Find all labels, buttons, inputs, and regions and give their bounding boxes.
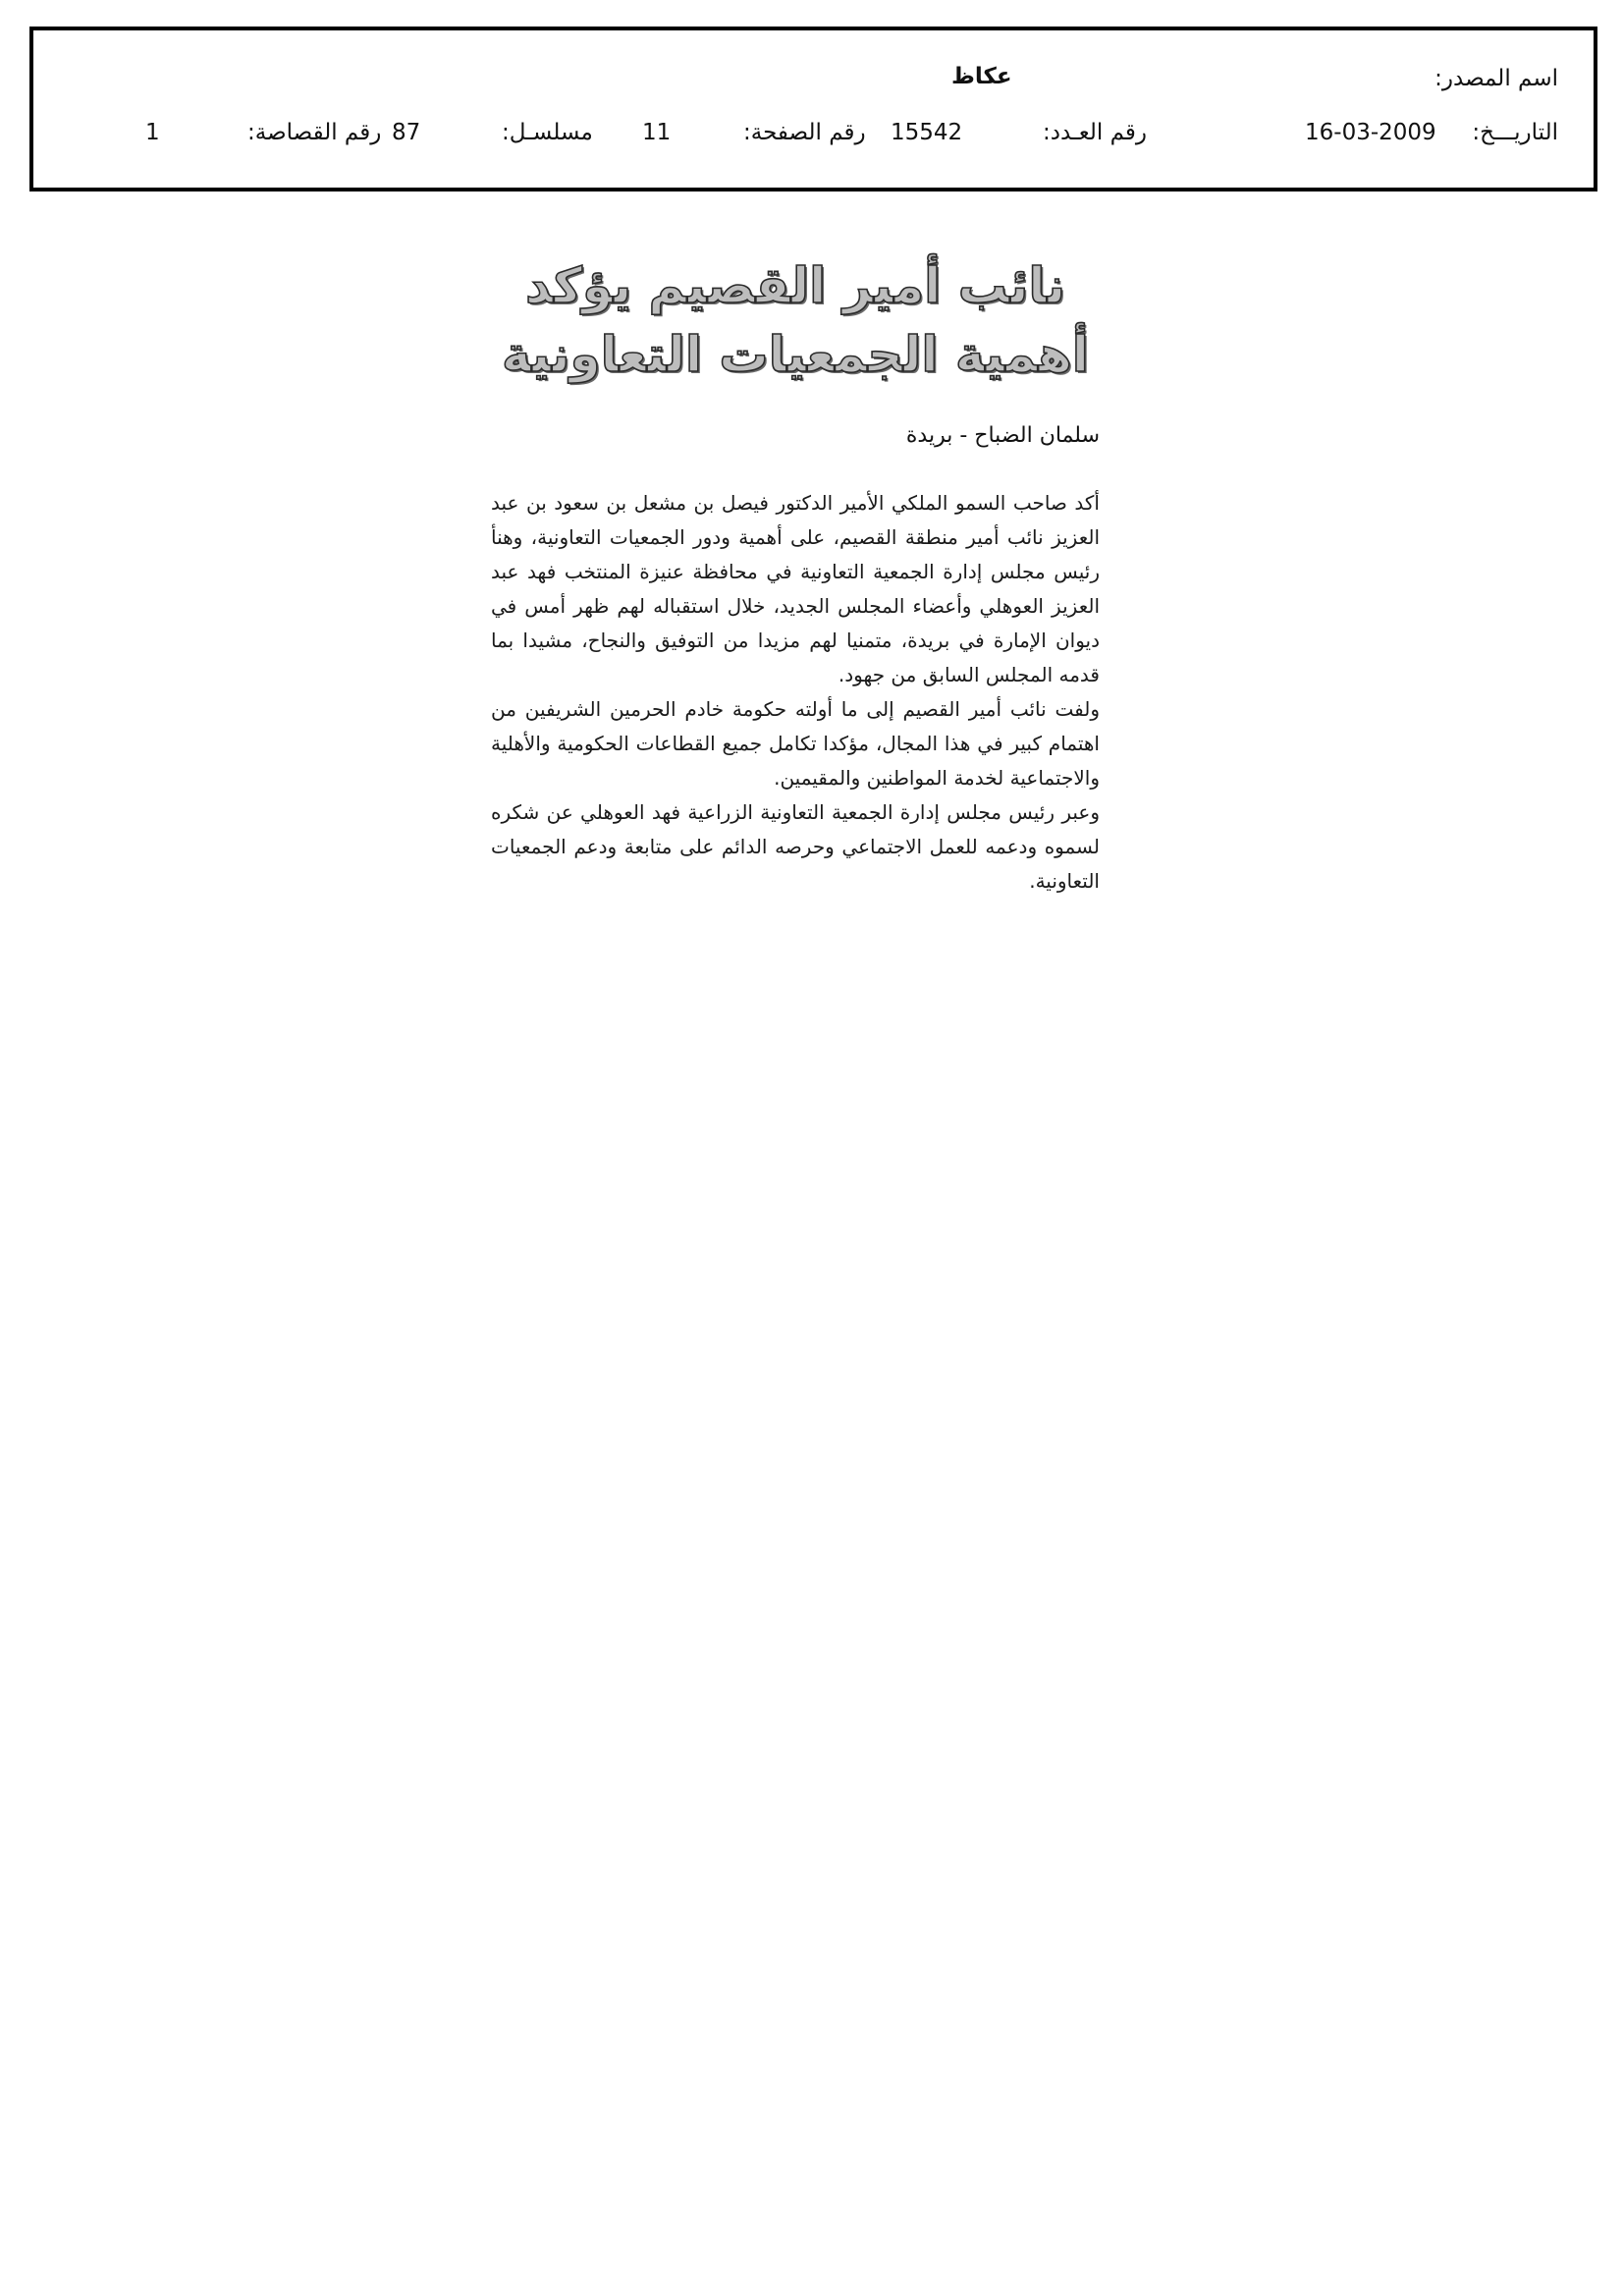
page-value: 11 <box>642 120 672 145</box>
article-paragraph: ولفت نائب أمير القصيم إلى ما أولته حكومة خادم الحرمين الشريفين من اهتمام كبير في هذا المجال، مؤكدا تكامل جميع القطاعات الحكومية والأهلية والاجتماعية لخدمة المواطنين والمقيمين. <box>491 697 1100 790</box>
issue-label: رقم العـدد: <box>1043 120 1148 145</box>
source-value: عكاظ <box>951 64 1012 89</box>
clipping-header-box <box>29 27 1597 191</box>
byline: سلمان الضباح - بريدة <box>905 423 1100 448</box>
date-label: التاريـــخ: <box>1472 120 1558 145</box>
article-body <box>491 486 1100 899</box>
serial-value: 87 <box>392 120 421 145</box>
headline-line-1: نائب أمير القصيم يؤكد <box>525 257 1065 314</box>
date-value: 16-03-2009 <box>1305 120 1436 145</box>
issue-value: 15542 <box>891 120 963 145</box>
clip-label: رقم القصاصة: <box>247 120 382 145</box>
article-paragraph: وعبر رئيس مجلس إدارة الجمعية التعاونية الزراعية فهد العوهلي عن شكره لسموه ودعمه للعمل الاجتماعي وحرصه الدائم على متابعة ودعم الجمعيات التعاونية. <box>491 800 1100 893</box>
headline-line-2: أهمية الجمعيات التعاونية <box>502 326 1089 383</box>
source-label: اسم المصدر: <box>1434 66 1558 91</box>
article-paragraph: أكد صاحب السمو الملكي الأمير الدكتور فيصل بن مشعل بن سعود بن عبد العزيز نائب أمير منطقة القصيم، على أهمية ودور الجمعيات التعاونية، وهنأ رئيس مجلس إدارة الجمعية التعاونية في محافظة عنيزة المنتخب فهد عبد العزيز العوهلي وأعضاء المجلس الجديد، خلال استقباله لهم ظهر أمس في ديوان الإمارة في بريدة، متمنيا لهم مزيدا من التوفيق والنجاح، مشيدا بما قدمه المجلس السابق من جهود. <box>491 491 1100 686</box>
clip-value: 1 <box>145 120 160 145</box>
page-label: رقم الصفحة: <box>743 120 866 145</box>
serial-label: مسلسـل: <box>502 120 593 145</box>
